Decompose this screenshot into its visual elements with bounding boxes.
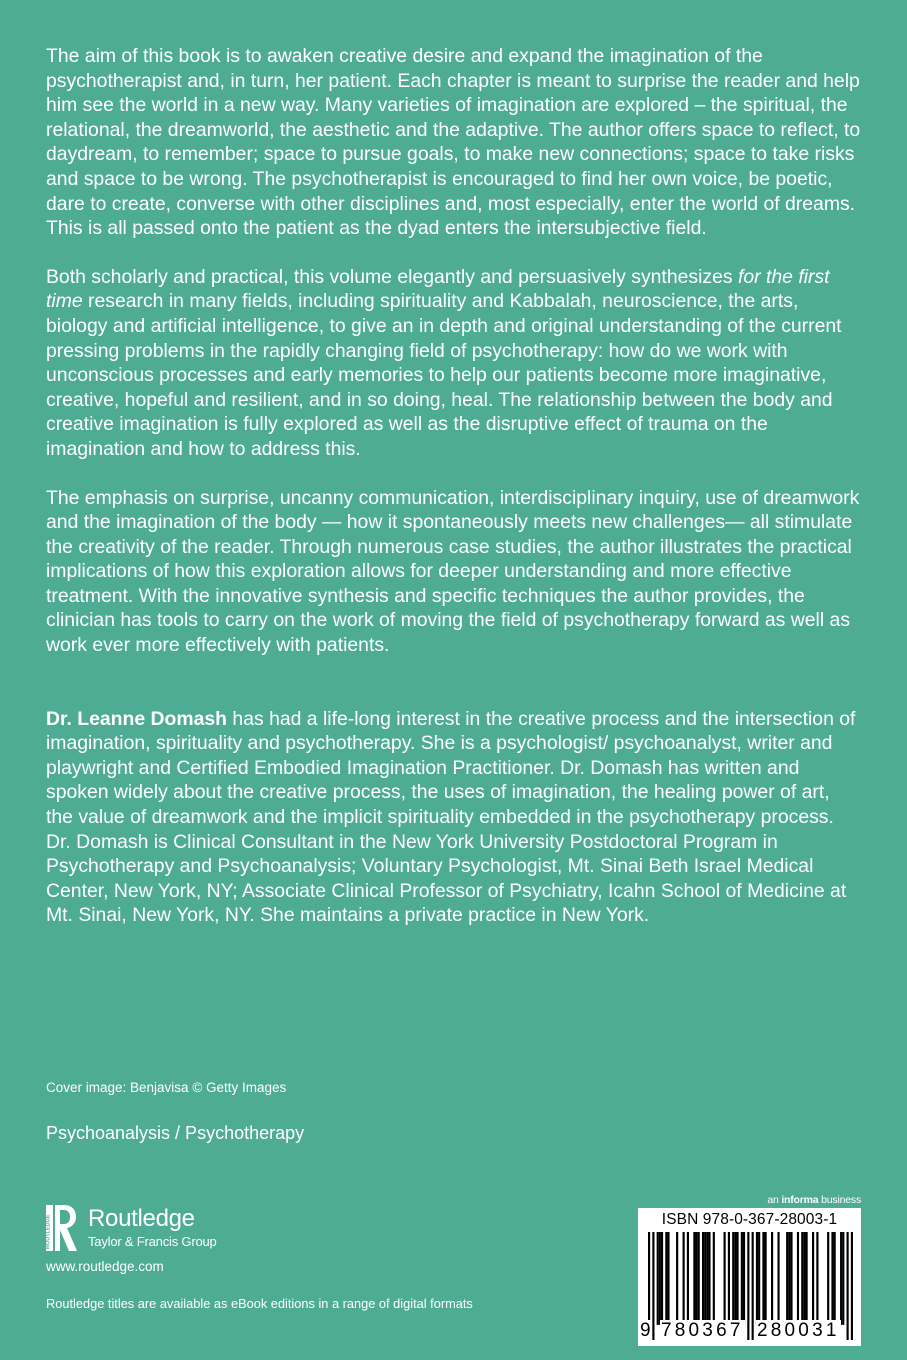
barcode-bar bbox=[667, 1232, 669, 1325]
barcode-bar bbox=[812, 1232, 814, 1325]
barcode-bar bbox=[659, 1232, 661, 1325]
routledge-logo-icon bbox=[46, 1203, 78, 1253]
logo-vertical-text: ROUTLEDGE bbox=[46, 1214, 52, 1249]
barcode-bar bbox=[788, 1232, 790, 1325]
barcode-bar bbox=[702, 1232, 704, 1325]
barcode-bar bbox=[708, 1232, 710, 1325]
barcode-bar bbox=[698, 1232, 700, 1325]
cover-image-credit: Cover image: Benjavisa © Getty Images bbox=[46, 1080, 287, 1095]
barcode-bar bbox=[743, 1232, 745, 1325]
barcode-bar bbox=[777, 1232, 779, 1325]
barcode-digit-first: 9 bbox=[640, 1320, 651, 1341]
informa-brand: informa bbox=[781, 1194, 819, 1206]
isbn-barcode bbox=[638, 1208, 861, 1346]
barcode-bar bbox=[683, 1232, 685, 1325]
publisher-website[interactable]: www.routledge.com bbox=[46, 1259, 164, 1274]
barcode-bar bbox=[806, 1232, 808, 1325]
barcode-bar bbox=[732, 1232, 734, 1325]
back-cover-blurb bbox=[46, 44, 861, 928]
author-bio bbox=[46, 707, 861, 928]
barcode-bar bbox=[831, 1232, 833, 1325]
publisher-name: Routledge bbox=[88, 1205, 195, 1232]
barcode-bar bbox=[801, 1232, 803, 1325]
barcode-bar bbox=[765, 1232, 767, 1325]
publisher-block bbox=[46, 1203, 306, 1253]
barcode-bar bbox=[771, 1232, 773, 1325]
author-name: Dr. Leanne Domash bbox=[46, 707, 228, 730]
barcode-bar bbox=[734, 1232, 736, 1325]
barcode-bar bbox=[842, 1232, 844, 1325]
barcode-bar bbox=[676, 1232, 678, 1325]
barcode-bar bbox=[834, 1232, 836, 1325]
barcode-bar bbox=[665, 1232, 667, 1325]
barcode-bar bbox=[657, 1232, 659, 1325]
informa-suffix: business bbox=[818, 1194, 861, 1206]
barcode-bar bbox=[827, 1232, 829, 1325]
barcode-bar bbox=[728, 1232, 730, 1325]
barcode-bar bbox=[816, 1232, 818, 1325]
barcode-bar bbox=[803, 1232, 805, 1325]
subject-category: Psychoanalysis / Psychotherapy bbox=[46, 1123, 305, 1143]
blurb-paragraph-3: The emphasis on surprise, uncanny communication, interdisciplinary inquiry, use of dreamwork and the imagination of the body — how it spontaneously meets new challenges— all stimulate the creativity of the reader. Through numerous case studies, the author illustrates the practical implications of how this exploration allows for deeper understanding and more effective treatment. With the innovative synthesis and specific techniques the author provides, the clinician has tools to carry on the work of moving the field of psychotherapy forward as well as work ever more effectively with patients. bbox=[46, 486, 860, 657]
barcode-bar bbox=[797, 1232, 799, 1325]
barcode-bar bbox=[706, 1232, 708, 1325]
barcode-bar bbox=[704, 1232, 706, 1325]
barcode-bar bbox=[687, 1232, 689, 1325]
barcode-bar bbox=[693, 1232, 695, 1325]
barcode-bar bbox=[736, 1232, 738, 1325]
barcode-bar bbox=[661, 1232, 663, 1325]
barcode-digits bbox=[638, 1320, 861, 1344]
blurb-paragraph-2-rest: research in many fields, including spirituality and Kabbalah, neuroscience, the arts, biology and artificial intelligence, to give an in depth and original understanding of the current pressing problems in the rapidly changing field of psychotherapy: how do we work with unconscious processes and early memories to help our patients become more imaginative, creative, hopeful and resilient, and in so doing, heal. The relationship between the body and creative imagination is fully explored as well as the disruptive effect of trauma on the imagination and how to address this. bbox=[46, 290, 842, 460]
publisher-group: Taylor & Francis Group bbox=[88, 1234, 217, 1249]
ebook-note: Routledge titles are available as eBook editions in a range of digital formats bbox=[46, 1296, 473, 1311]
isbn-label: ISBN 978-0-367-28003-1 bbox=[661, 1211, 838, 1228]
barcode-bar bbox=[756, 1232, 758, 1325]
barcode-bar bbox=[786, 1232, 788, 1325]
barcode-bar bbox=[840, 1232, 842, 1325]
author-bio-text: has had a life-long interest in the creative process and the intersection of imagination, spirituality and psychotherapy. She is a psychologist/ psychoanalyst, writer and playwright and Certified Embodied Imagination Practitioner. Dr. Domash has written and spoken widely about the creative process, the uses of imagination, the healing power of art, the value of dreamwork and the implicit spirituality embedded in the psychotherapy process. Dr. Domash is Clinical Consultant in the New York University Postdoctoral Program in Psychotherapy and Psychoanalysis; Voluntary Psychologist, Mt. Sinai Beth Israel Medical Center, New York, NY; Associate Clinical Professor of Psychiatry, Icahn School of Medicine at Mt. Sinai, New York, NY. She maintains a private practice in New York. bbox=[46, 707, 856, 927]
barcode-bar bbox=[695, 1232, 697, 1325]
informa-tagline bbox=[758, 1193, 861, 1207]
barcode-bar bbox=[741, 1232, 743, 1325]
blurb-paragraph-1: The aim of this book is to awaken creative desire and expand the imagination of the psychotherapist and, in turn, her patient. Each chapter is meant to surprise the reader and help him see the world in a new way. Many varieties of imagination are explored – the spiritual, the relational, the dreamworld, the aesthetic and the adaptive. The author offers space to reflect, to daydream, to remember; space to pursue goals, to make new connections; space to take risks and space to be wrong. The psychotherapist is encouraged to find her own voice, be poetic, dare to create, converse with other disciplines and, most especially, enter the world of dreams. This is all passed onto the patient as the dyad enters the intersubjective field. bbox=[46, 45, 861, 240]
barcode-digit-group-1: 780367 bbox=[661, 1320, 744, 1341]
informa-prefix: an bbox=[767, 1194, 782, 1206]
blurb-paragraph-2-start: Both scholarly and practical, this volume elegantly and persuasively synthesizes bbox=[46, 265, 738, 288]
barcode-bar bbox=[790, 1232, 792, 1325]
barcode-bar bbox=[758, 1232, 760, 1325]
barcode-bar bbox=[713, 1232, 715, 1325]
barcode-bar bbox=[724, 1232, 726, 1325]
barcode-digit-group-2: 280031 bbox=[757, 1320, 840, 1341]
blurb-paragraph-2 bbox=[46, 265, 861, 462]
barcode-bar bbox=[762, 1232, 764, 1325]
blurb-emphasis: for the first time bbox=[46, 265, 830, 313]
